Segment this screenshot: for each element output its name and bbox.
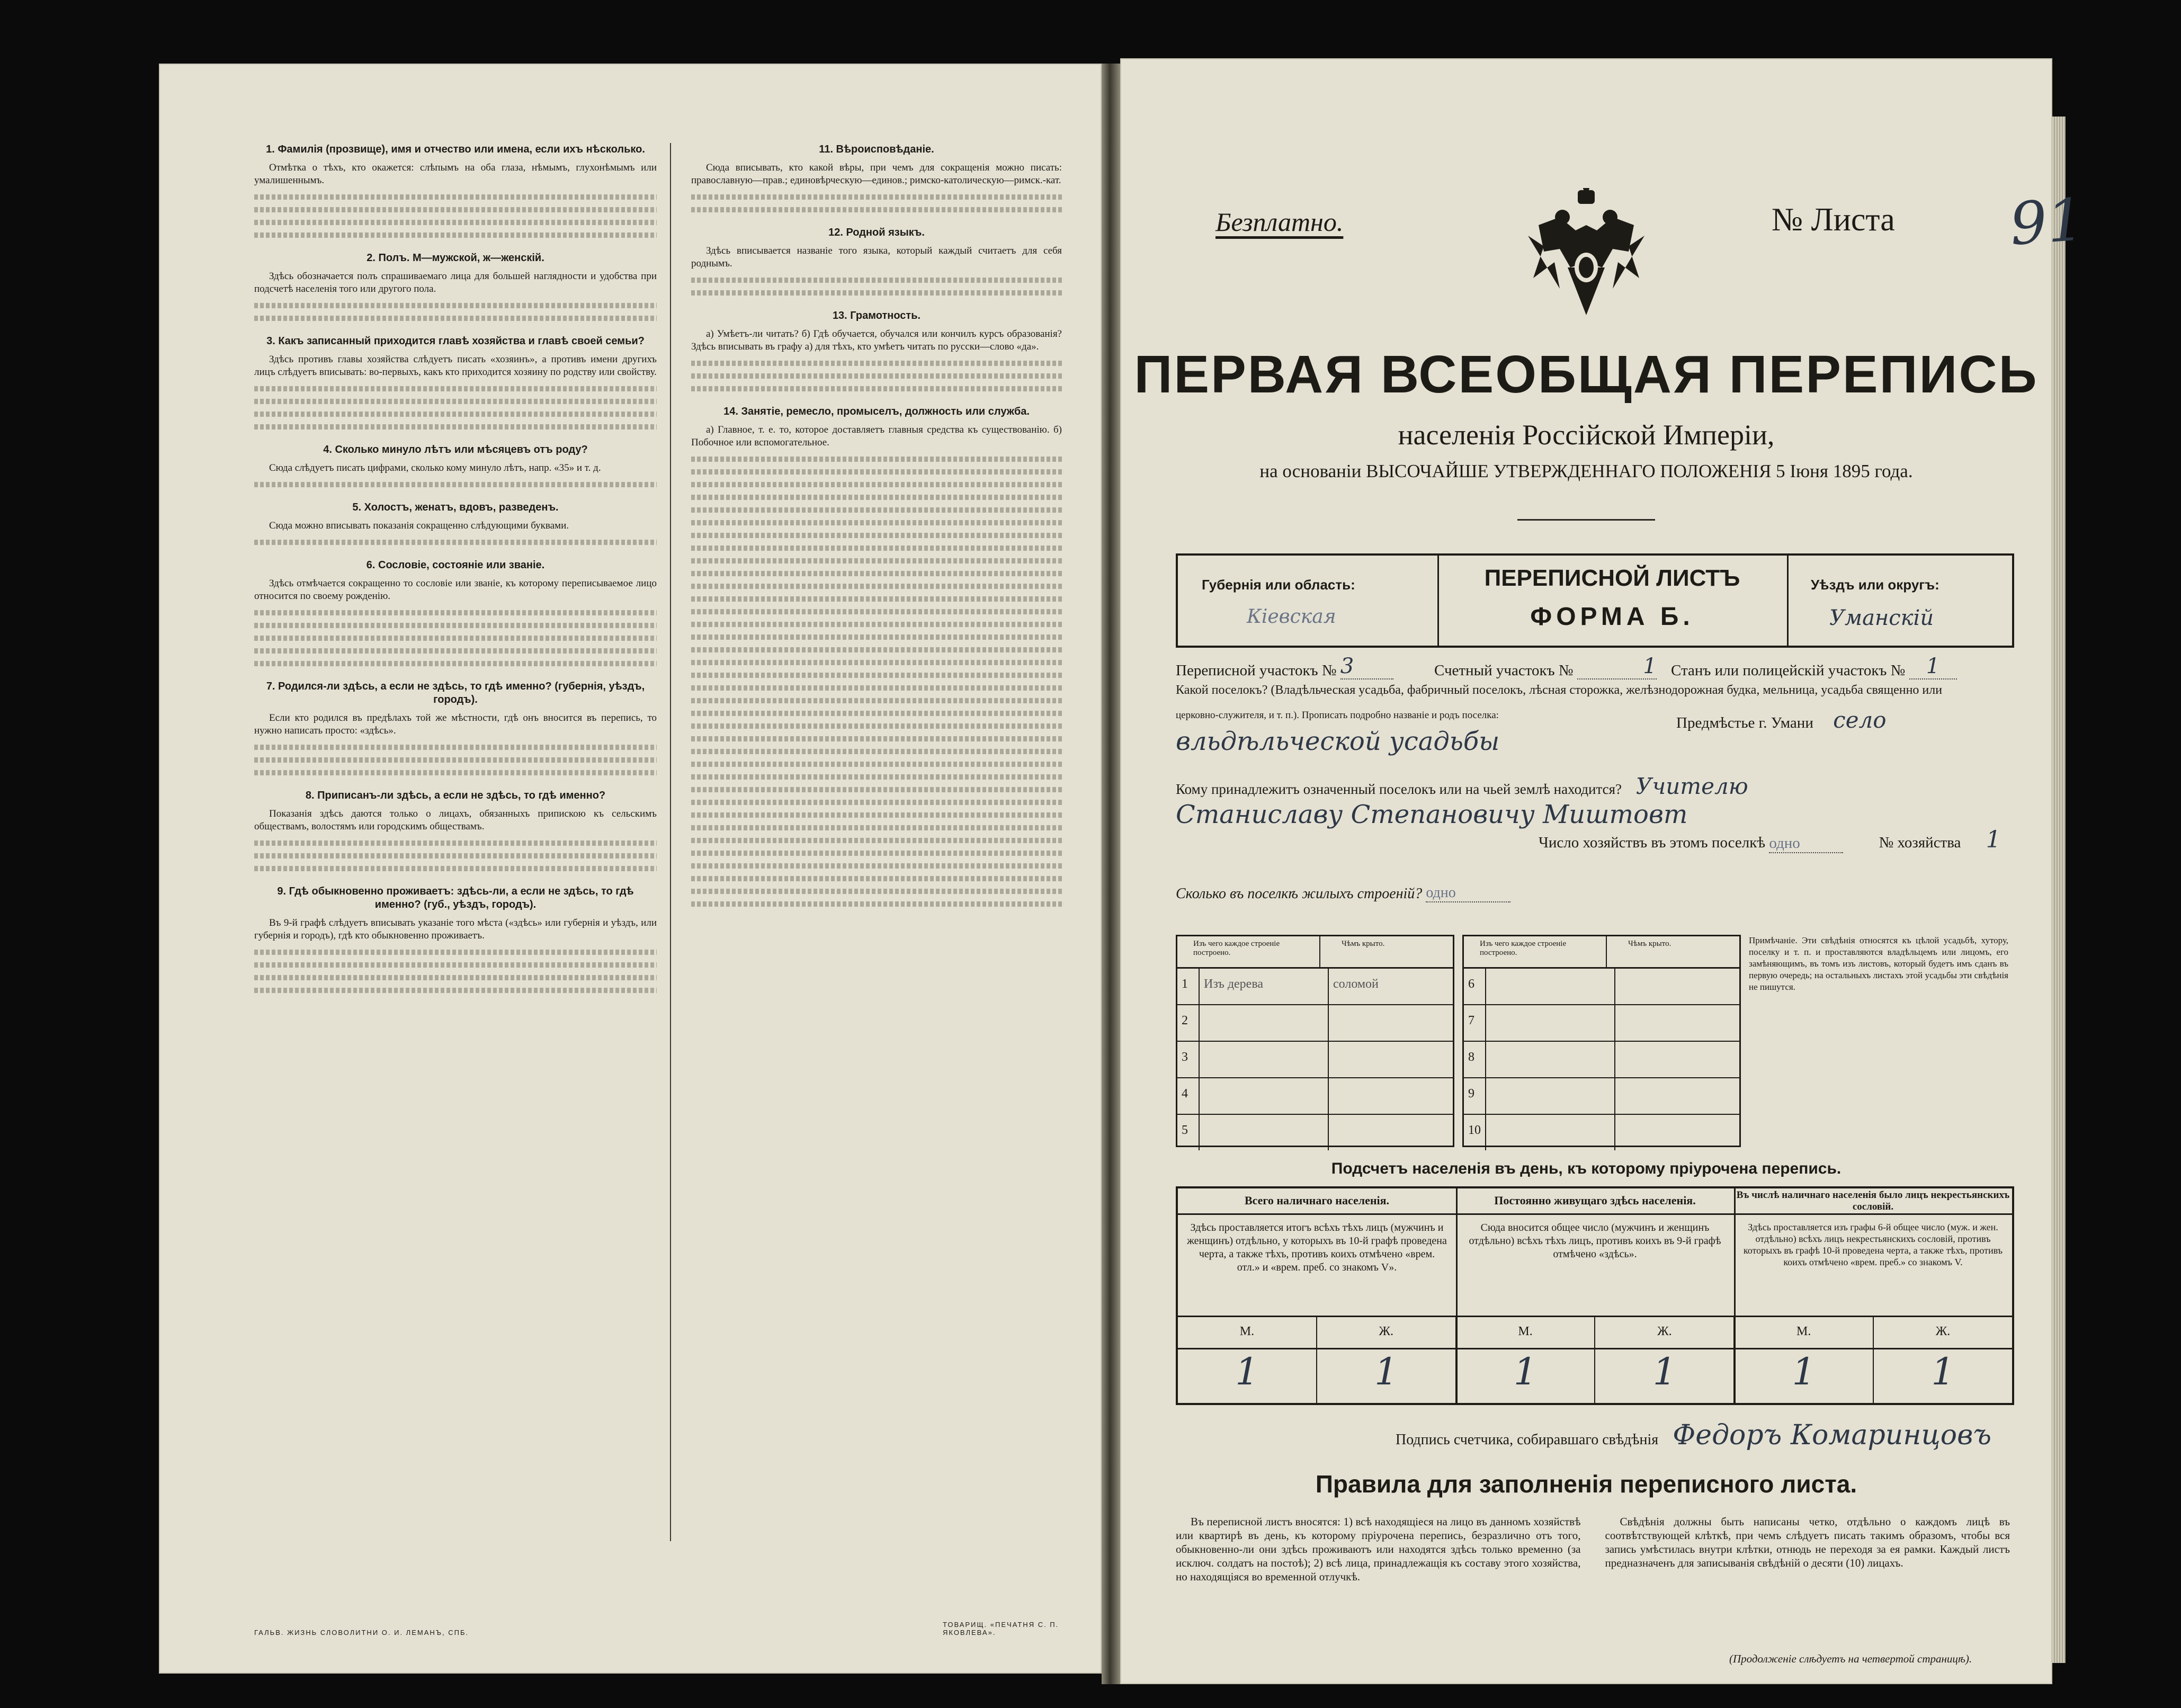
section-5 bbox=[254, 501, 657, 545]
areas-line bbox=[1176, 654, 2010, 679]
sex-labels-row bbox=[1178, 1316, 2012, 1349]
households-value: одно bbox=[1769, 835, 1843, 853]
section-3 bbox=[254, 335, 657, 430]
table-row bbox=[1177, 1078, 1453, 1115]
sheet-number-value: 91 bbox=[2007, 185, 2087, 258]
settlement-value-b: село bbox=[1833, 707, 1887, 733]
form-title-cell bbox=[1437, 556, 1789, 646]
table-head-material: Изъ чего каждое строеніе построено. bbox=[1177, 936, 1320, 967]
count-col-head: Въ числѣ наличнаго населенія было лицъ некрестьянскихъ сословій. bbox=[1734, 1188, 2012, 1215]
section-heading: 14. Занятіе, ремесло, промыселъ, должность или служба. bbox=[723, 406, 1030, 417]
buildings-value: одно bbox=[1426, 884, 1510, 902]
section-4 bbox=[254, 443, 657, 487]
row-number: 7 bbox=[1464, 1005, 1486, 1041]
table-row bbox=[1464, 969, 1739, 1005]
sex-label: М. bbox=[1735, 1317, 1874, 1348]
households-line bbox=[1539, 826, 2010, 853]
count-value: 1 bbox=[1178, 1347, 1317, 1403]
row-number: 9 bbox=[1464, 1078, 1486, 1114]
section-heading: 2. Полъ. М—мужской, ж—женскій. bbox=[367, 252, 544, 264]
column-divider bbox=[670, 143, 671, 1541]
section-heading: 3. Какъ записанный приходится главѣ хозяйства и главѣ своей семьи? bbox=[266, 335, 645, 347]
section-text: а) Главное, т. е. то, которое доставляетъ главныя средства къ существованію. б) Побочное или вспомогательное. bbox=[691, 424, 1062, 448]
count-value: 1 bbox=[1931, 1350, 1955, 1393]
section-6 bbox=[254, 559, 657, 666]
owner-value-a: Учителю bbox=[1635, 773, 1748, 799]
row-number: 1 bbox=[1177, 969, 1200, 1004]
census-area-label: Переписной участокъ № bbox=[1176, 662, 1337, 679]
count-col-desc: Здѣсь проставляется изъ графы 6-й общее число (муж. и жен. отдѣльно) всѣхъ лицъ некрестьянскихъ сословій, противъ которыхъ въ графѣ 10-й проведена черта, а также тѣхъ, противъ коихъ отмѣчено «врем. преб.» со знакомъ V. bbox=[1743, 1222, 2003, 1267]
district-label: Уѣздъ или округъ: bbox=[1811, 577, 1939, 593]
row-roof: соломой bbox=[1333, 977, 1379, 991]
form-title: ПЕРЕПИСНОЙ ЛИСТЪ bbox=[1484, 565, 1740, 591]
section-8 bbox=[254, 789, 657, 871]
household-number-label: № хозяйства bbox=[1879, 834, 1961, 851]
settlement-label: Какой поселокъ? (Владѣльческая усадьба, фабричный поселокъ, лѣсная сторожка, желѣзнодорожная будка, мельница, усадьба священно или bbox=[1176, 683, 1943, 697]
row-number: 8 bbox=[1464, 1042, 1486, 1077]
signature-line bbox=[1396, 1419, 1991, 1451]
section-heading: 7. Родился-ли здѣсь, а если не здѣсь, то гдѣ именно? (губернія, уѣздъ, городъ). bbox=[266, 681, 645, 705]
row-number: 3 bbox=[1177, 1042, 1200, 1077]
printer-imprint-left: ГАЛЬВ. ЖИЗНЬ СЛОВОЛИТНИ О. И. ЛЕМАНЪ, СПБ. bbox=[254, 1629, 469, 1637]
section-text: Здѣсь противъ главы хозяйства слѣдуетъ писать «хозяинъ», а противъ имени другихъ лицъ слѣдуетъ вписывать: во-первыхъ, какъ кто приходится хозяину по родству или свойству. bbox=[254, 354, 657, 378]
table-row bbox=[1177, 1115, 1453, 1150]
rules-paragraph: Въ переписной листъ вносятся: 1) всѣ находящіеся на лицо въ данномъ хозяйствѣ или квартирѣ въ день, къ которому пріурочена перепись, безразлично отъ того, обыкновенно-ли они здѣсь проживаютъ или находятся здѣсь только временно (за исключ. солдатъ на постоѣ); 2) всѣ лица, принадлежащія къ составу этого хозяйства, но находящіяся во временной отлучкѣ. bbox=[1176, 1515, 1581, 1583]
row-number: 4 bbox=[1177, 1078, 1200, 1114]
population-count-heading: Подсчетъ населенія въ день, къ которому пріурочена перепись. bbox=[1331, 1160, 1842, 1177]
section-1 bbox=[254, 143, 657, 238]
count-col-head: Всего наличнаго населенія. bbox=[1178, 1188, 1456, 1215]
section-2 bbox=[254, 252, 657, 321]
section-text: Отмѣтка о тѣхъ, кто окажется: слѣпымъ на оба глаза, нѣмымъ, глухонѣмымъ или умалишеннымъ. bbox=[254, 162, 657, 186]
count-col-head: Постоянно живущаго здѣсь населенія. bbox=[1456, 1188, 1734, 1215]
buildings-label: Сколько въ поселкѣ жилыхъ строеній? bbox=[1176, 886, 1423, 902]
count-value: 1 bbox=[1595, 1347, 1735, 1403]
province-value: Кіевская bbox=[1247, 606, 1336, 628]
owner-label: Кому принадлежитъ означенный поселокъ или на чьей землѣ находится? bbox=[1176, 781, 1622, 797]
count-col-desc: Здѣсь проставляется итогъ всѣхъ тѣхъ лицъ (мужчинъ и женщинъ) отдѣльно, у которыхъ въ 10-й графѣ проведена черта, а также тѣхъ, противъ коихъ отмѣчено «врем. отл.» и «врем. преб. со знакомъ V». bbox=[1187, 1222, 1447, 1273]
book-gutter bbox=[1102, 64, 1120, 1684]
section-text: Здѣсь вписывается названіе того языка, который каждый считаетъ для себя роднымъ. bbox=[691, 245, 1062, 269]
sex-label: Ж. bbox=[1935, 1325, 1951, 1338]
rules-text bbox=[1176, 1515, 2010, 1584]
table-row bbox=[1464, 1115, 1739, 1150]
sheet-number-label: № Листа bbox=[1772, 202, 1895, 238]
page-stack-edge-right bbox=[2052, 117, 2066, 1663]
count-value: 1 bbox=[1456, 1347, 1596, 1403]
table-row bbox=[1464, 1005, 1739, 1042]
section-heading: 9. Гдѣ обыкновенно проживаетъ: здѣсь-ли, а если не здѣсь, то гдѣ именно? (губ., уѣздъ, городъ). bbox=[277, 886, 634, 910]
free-label: Безплатно. bbox=[1215, 207, 1344, 237]
buildings-table bbox=[1176, 935, 2010, 1147]
form-name: ФОРМА Б. bbox=[1530, 603, 1694, 631]
document-title: ПЕРВАЯ ВСЕОБЩАЯ ПЕРЕПИСЬ bbox=[1134, 345, 2039, 404]
census-area-value: 3 bbox=[1340, 654, 1393, 679]
enumerator-signature: Федоръ Комаринцовъ bbox=[1673, 1419, 1992, 1451]
section-heading: 12. Родной языкъ. bbox=[828, 227, 925, 238]
district-value: Уманскій bbox=[1829, 606, 1934, 630]
stan-value: 1 bbox=[1909, 654, 1957, 679]
sex-label: М. bbox=[1178, 1317, 1317, 1348]
rules-heading: Правила для заполненія переписного листа. bbox=[1315, 1470, 1857, 1498]
section-12 bbox=[691, 226, 1062, 296]
section-11 bbox=[691, 143, 1062, 212]
divider bbox=[1517, 519, 1655, 521]
settlement-hint: церковно-служителя, и т. п.). Прописать подробно названіе и родъ поселка: bbox=[1176, 710, 1499, 721]
sex-label: Ж. bbox=[1317, 1317, 1456, 1348]
rules-paragraph: Свѣдѣнія должны быть написаны четко, отдѣльно о каждомъ лицѣ въ соотвѣтствующей клѣткѣ, при чемъ слѣдуетъ писать такимъ образомъ, чтобы вся запись умѣстилась внутри клѣтки, отнюдь не переходя за ея рамки. Каждый листъ предназначенъ для записыванія свѣдѣній о десяти (10) лицахъ. bbox=[1605, 1515, 2010, 1569]
instructions-column-b bbox=[691, 143, 1062, 920]
province-cell bbox=[1178, 556, 1439, 646]
section-text: Показанія здѣсь даются только о лицахъ, обязанныхъ припискою къ сельскимъ обществамъ, волостямъ или городскимъ обществамъ. bbox=[254, 808, 657, 832]
row-number: 2 bbox=[1177, 1005, 1200, 1041]
document-subtitle: населенія Россійской Имперіи, bbox=[1398, 419, 1775, 451]
section-text: а) Умѣетъ-ли читать? б) Гдѣ обучается, обучался или кончилъ курсъ образованія? Здѣсь вписывать въ графу а) для тѣхъ, кто умѣетъ читать по русски—слово «да». bbox=[691, 328, 1062, 352]
row-number: 6 bbox=[1464, 969, 1486, 1004]
section-heading: 5. Холостъ, женатъ, вдовъ, разведенъ. bbox=[352, 502, 559, 513]
table-row bbox=[1177, 1042, 1453, 1078]
section-13 bbox=[691, 309, 1062, 391]
household-number-value: 1 bbox=[1986, 826, 2001, 853]
section-9 bbox=[254, 885, 657, 993]
count-value: 1 bbox=[1735, 1347, 1874, 1403]
population-count-table bbox=[1176, 1186, 2014, 1405]
owner-value-b: Станиславу Степановичу Миштовт bbox=[1176, 800, 1688, 829]
buildings-line bbox=[1176, 884, 2010, 902]
count-area-value: 1 bbox=[1577, 654, 1657, 679]
table-head-material: Изъ чего каждое строеніе построено. bbox=[1464, 936, 1607, 967]
row-number: 5 bbox=[1177, 1115, 1200, 1150]
buildings-table-right bbox=[1462, 935, 1741, 1147]
double-headed-eagle-emblem bbox=[1523, 188, 1650, 328]
section-heading: 4. Сколько минуло лѣтъ или мѣсяцевъ отъ роду? bbox=[323, 444, 588, 455]
buildings-note: Примѣчаніе. Эти свѣдѣнія относятся къ цѣлой усадьбѣ, хутору, поселку и т. п. и проставляются владѣльцемъ или лицомъ, его замѣняющимъ, въ томъ изъ листовъ, который будетъ имъ сданъ въ первую очередь; на остальныхъ листахъ этой усадьбы эти свѣдѣнія не пишутся. bbox=[1749, 935, 2008, 992]
right-page bbox=[1120, 58, 2087, 1684]
count-value: 1 bbox=[1317, 1347, 1456, 1403]
section-text: Если кто родился въ предѣлахъ той же мѣстности, гдѣ онъ вносится въ перепись, то нужно написать просто: «здѣсь». bbox=[254, 712, 657, 736]
legal-basis: на основаніи ВЫСОЧАЙШЕ УТВЕРЖДЕННАГО ПОЛОЖЕНІЯ 5 Іюня 1895 года. bbox=[1259, 461, 1913, 481]
table-head-roof: Чѣмъ крыто. bbox=[1342, 940, 1385, 948]
district-cell bbox=[1787, 556, 2012, 646]
section-heading: 8. Приписанъ-ли здѣсь, а если не здѣсь, то гдѣ именно? bbox=[305, 790, 606, 801]
households-label: Число хозяйствъ въ этомъ поселкѣ bbox=[1539, 834, 1766, 851]
buildings-table-left bbox=[1176, 935, 1454, 1147]
province-label: Губернія или область: bbox=[1202, 577, 1355, 593]
section-7 bbox=[254, 680, 657, 775]
section-heading: 11. Вѣроисповѣданіе. bbox=[819, 144, 934, 155]
section-14 bbox=[691, 405, 1062, 907]
table-row bbox=[1464, 1078, 1739, 1115]
stan-label: Станъ или полицейскій участокъ № bbox=[1671, 662, 1906, 679]
section-text: Сюда можно вписывать показанія сокращенно слѣдующими буквами. bbox=[269, 520, 569, 531]
signature-label: Подпись счетчика, собиравшаго свѣдѣнія bbox=[1396, 1432, 1659, 1448]
table-row bbox=[1177, 969, 1453, 1005]
owner-line bbox=[1176, 773, 2010, 799]
section-text: Здѣсь отмѣчается сокращенно то сословіе или званіе, къ которому переписываемое лицо относится по своему рожденію. bbox=[254, 578, 657, 602]
row-material: Изъ дерева bbox=[1200, 969, 1329, 1004]
sex-label: М. bbox=[1456, 1317, 1596, 1348]
sex-label: Ж. bbox=[1595, 1317, 1735, 1348]
instructions-column-a bbox=[254, 143, 657, 1007]
table-row bbox=[1177, 1005, 1453, 1042]
header-box bbox=[1176, 553, 2014, 648]
settlement-value-c: вльдѣльческой усадьбы bbox=[1176, 727, 1500, 756]
row-number: 10 bbox=[1464, 1115, 1486, 1150]
settlement-value-a: Предмѣстье г. Умани bbox=[1676, 714, 1813, 731]
table-row bbox=[1464, 1042, 1739, 1078]
left-page bbox=[159, 64, 1102, 1674]
section-text: Сюда слѣдуетъ писать цифрами, сколько кому минуло лѣтъ, напр. «35» и т. д. bbox=[269, 462, 601, 473]
section-heading: 1. Фамилія (прозвище), имя и отчество или имена, если ихъ нѣсколько. bbox=[266, 144, 645, 155]
table-head-roof: Чѣмъ крыто. bbox=[1628, 940, 1671, 948]
continued-note: (Продолженіе слѣдуетъ на четвертой страницѣ). bbox=[1729, 1652, 1972, 1665]
section-text: Сюда вписывать, кто какой вѣры, при чемъ для сокращенія можно писать: православную—прав.; единовѣрческую—единов.; римско-католическую—римск.-кат. bbox=[691, 162, 1062, 186]
section-heading: 13. Грамотность. bbox=[832, 310, 921, 321]
printer-imprint-right: ТОВАРИЩ. «ПЕЧАТНЯ С. П. ЯКОВЛЕВА». bbox=[943, 1621, 1059, 1637]
section-text: Въ 9-й графѣ слѣдуетъ вписывать указаніе того мѣста («здѣсь» или губернія и уѣздъ, или губернія и городъ), гдѣ кто обыкновенно проживаетъ. bbox=[254, 917, 657, 941]
count-area-label: Счетный участокъ № bbox=[1434, 662, 1574, 679]
section-heading: 6. Сословіе, состояніе или званіе. bbox=[366, 559, 545, 571]
count-values-row bbox=[1178, 1347, 2012, 1403]
count-col-desc: Сюда вносится общее число (мужчинъ и женщинъ отдѣльно) всѣхъ тѣхъ лицъ, противъ коихъ въ 9-й графѣ отмѣчено «здѣсь». bbox=[1469, 1222, 1721, 1260]
section-text: Здѣсь обозначается полъ спрашиваемаго лица для большей наглядности и удобства при подсчетѣ населенія того или другого пола. bbox=[254, 271, 657, 294]
